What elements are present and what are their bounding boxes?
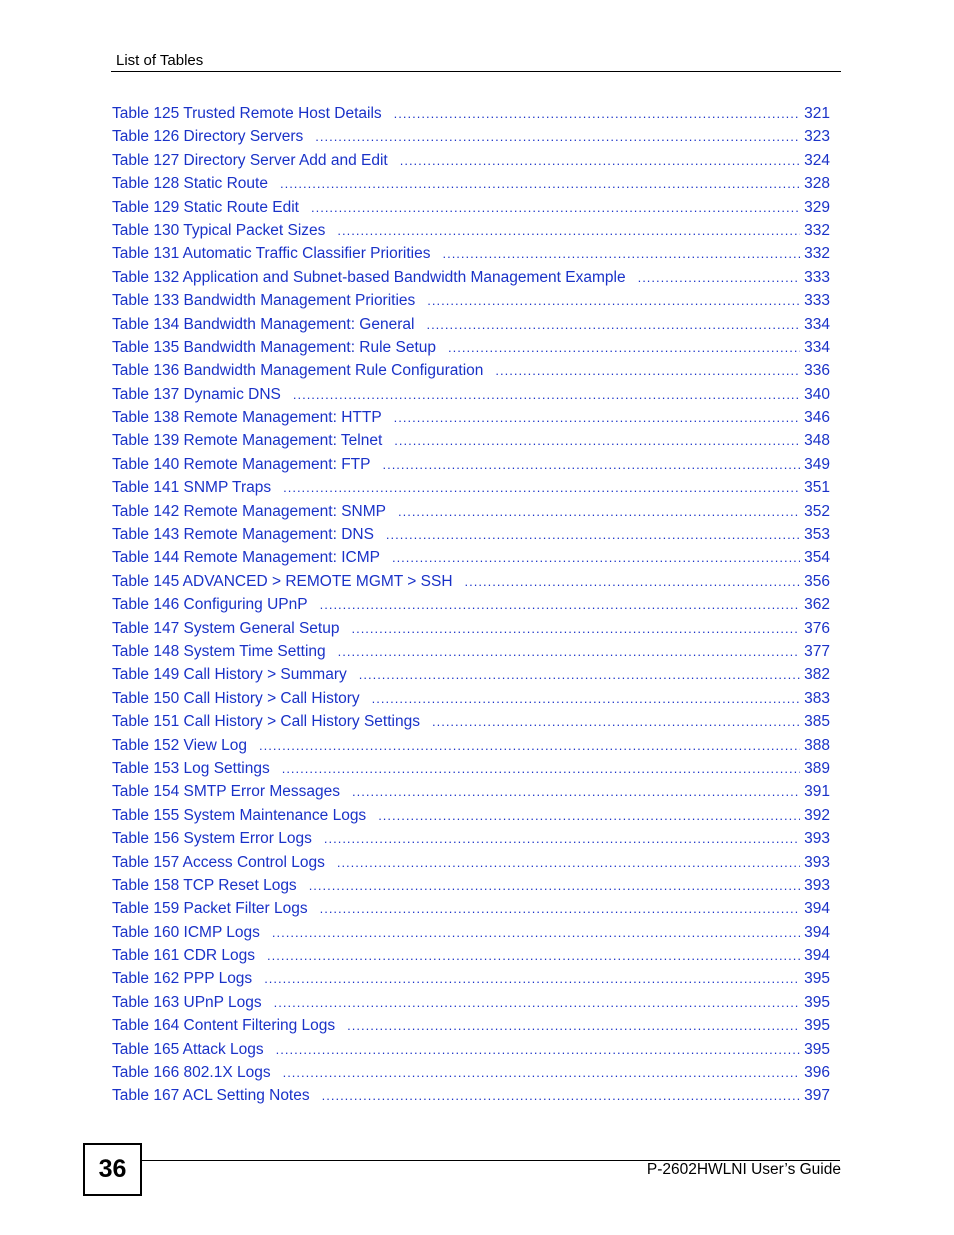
toc-entry-link[interactable]: [112, 175, 830, 198]
toc-entry-link[interactable]: [112, 386, 830, 409]
toc-entry-page-number: 332: [804, 245, 830, 263]
dot-leader: [267, 948, 800, 963]
toc-entry-page-number: 334: [804, 338, 830, 356]
dot-leader: [394, 433, 800, 448]
toc-entry-link[interactable]: [112, 713, 830, 736]
toc-entry-link[interactable]: [112, 573, 830, 596]
toc-entry-page-number: 392: [804, 806, 830, 824]
toc-entry-label: Table 155 System Maintenance Logs: [112, 806, 367, 824]
toc-entry-page-number: 389: [804, 759, 830, 777]
toc-entry-link[interactable]: [112, 292, 830, 315]
dot-leader: [324, 831, 800, 846]
toc-entry-label: Table 131 Automatic Traffic Classifier Priorities: [112, 245, 431, 263]
toc-entry-label: Table 149 Call History > Summary: [112, 666, 347, 684]
toc-entry-page-number: 333: [804, 268, 830, 286]
dot-leader: [378, 808, 800, 823]
toc-entry-page-number: 395: [804, 1017, 830, 1035]
dot-leader: [400, 153, 800, 168]
toc-entry-link[interactable]: [112, 854, 830, 877]
dot-leader: [337, 855, 800, 870]
toc-entry-label: Table 133 Bandwidth Management Priorities: [112, 292, 416, 310]
toc-entry-label: Table 143 Remote Management: DNS: [112, 526, 374, 544]
toc-entry-page-number: 354: [804, 549, 830, 567]
toc-entry-page-number: 395: [804, 1040, 830, 1058]
toc-entry-page-number: 395: [804, 993, 830, 1011]
toc-entry-page-number: 332: [804, 221, 830, 239]
dot-leader: [320, 901, 801, 916]
toc-entry-label: Table 129 Static Route Edit: [112, 198, 299, 216]
dot-leader: [309, 878, 800, 893]
toc-entry-label: Table 158 TCP Reset Logs: [112, 876, 297, 894]
toc-entry-page-number: 393: [804, 830, 830, 848]
toc-entry-link[interactable]: [112, 737, 830, 760]
toc-entry-label: Table 150 Call History > Call History: [112, 689, 360, 707]
toc-entry-link[interactable]: [112, 456, 830, 479]
toc-entry-label: Table 167 ACL Setting Notes: [112, 1087, 310, 1105]
toc-entry-page-number: 395: [804, 970, 830, 988]
page-number-box: [83, 1143, 142, 1196]
toc-entry-label: Table 127 Directory Server Add and Edit: [112, 151, 388, 169]
dot-leader: [311, 200, 800, 215]
dot-leader: [283, 1065, 801, 1080]
toc-entry-link[interactable]: [112, 549, 830, 572]
toc-entry-page-number: 393: [804, 853, 830, 871]
toc-entry-label: Table 152 View Log: [112, 736, 248, 754]
toc-entry-link[interactable]: [112, 666, 830, 689]
toc-entry-link[interactable]: [112, 503, 830, 526]
toc-entry-link[interactable]: [112, 245, 830, 268]
toc-entry-link[interactable]: [112, 690, 830, 713]
dot-leader: [448, 340, 800, 355]
dot-leader: [322, 1088, 801, 1103]
toc-entry-page-number: 362: [804, 596, 830, 614]
toc-entry-link[interactable]: [112, 339, 830, 362]
toc-entry-link[interactable]: [112, 269, 830, 292]
toc-entry-label: Table 130 Typical Packet Sizes: [112, 221, 326, 239]
toc-entry-page-number: 329: [804, 198, 830, 216]
dot-leader: [432, 714, 800, 729]
toc-entry-page-number: 376: [804, 619, 830, 637]
toc-entry-label: Table 166 802.1X Logs: [112, 1064, 271, 1082]
dot-leader: [426, 317, 800, 332]
toc-entry-label: Table 140 Remote Management: FTP: [112, 455, 371, 473]
header-divider: [111, 71, 841, 72]
toc-entry-page-number: 394: [804, 900, 830, 918]
toc-entry-link[interactable]: [112, 432, 830, 455]
dot-leader: [320, 597, 801, 612]
toc-entry-link[interactable]: [112, 362, 830, 385]
dot-leader: [352, 784, 800, 799]
toc-entry-page-number: 394: [804, 947, 830, 965]
toc-entry-label: Table 134 Bandwidth Management: General: [112, 315, 415, 333]
toc-entry-page-number: 393: [804, 876, 830, 894]
guide-title: P-2602HWLNI User’s Guide: [646, 1161, 841, 1178]
toc-entry-page-number: 346: [804, 409, 830, 427]
toc-entry-link[interactable]: [112, 199, 830, 222]
dot-leader: [427, 293, 800, 308]
toc-entry-page-number: 340: [804, 385, 830, 403]
toc-entry-link[interactable]: [112, 994, 830, 1017]
toc-entry-label: Table 141 SNMP Traps: [112, 479, 272, 497]
toc-entry-label: Table 144 Remote Management: ICMP: [112, 549, 380, 567]
toc-entry-page-number: 333: [804, 292, 830, 310]
toc-entry-label: Table 126 Directory Servers: [112, 128, 304, 146]
toc-entry-link[interactable]: [112, 596, 830, 619]
dot-leader: [259, 738, 800, 753]
toc-entry-label: Table 156 System Error Logs: [112, 830, 312, 848]
toc-entry-link[interactable]: [112, 316, 830, 339]
dot-leader: [272, 925, 800, 940]
dot-leader: [293, 387, 800, 402]
toc-entry-link[interactable]: [112, 830, 830, 853]
toc-entry-link[interactable]: [112, 105, 830, 128]
dot-leader: [398, 504, 800, 519]
dot-leader: [442, 246, 800, 261]
toc-entry-link[interactable]: [112, 783, 830, 806]
dot-leader: [315, 129, 800, 144]
toc-entry-page-number: 394: [804, 923, 830, 941]
toc-entry-link[interactable]: [112, 1017, 830, 1040]
toc-entry-page-number: 356: [804, 572, 830, 590]
dot-leader: [338, 644, 800, 659]
toc-entry-label: Table 165 Attack Logs: [112, 1040, 264, 1058]
toc-entry-label: Table 163 UPnP Logs: [112, 993, 262, 1011]
toc-entry-label: Table 159 Packet Filter Logs: [112, 900, 308, 918]
dot-leader: [347, 1018, 800, 1033]
dot-leader: [351, 621, 800, 636]
dot-leader: [274, 995, 800, 1010]
toc-entry-label: Table 135 Bandwidth Management: Rule Setup: [112, 338, 436, 356]
toc-entry-page-number: 385: [804, 713, 830, 731]
toc-entry-link[interactable]: [112, 900, 830, 923]
toc-entry-page-number: 383: [804, 689, 830, 707]
dot-leader: [276, 1042, 800, 1057]
dot-leader: [283, 480, 800, 495]
dot-leader: [280, 176, 800, 191]
toc-entry-label: Table 154 SMTP Error Messages: [112, 783, 341, 801]
dot-leader: [392, 550, 800, 565]
toc-entry-label: Table 147 System General Setup: [112, 619, 340, 637]
toc-entry-page-number: 324: [804, 151, 830, 169]
toc-entry-label: Table 138 Remote Management: HTTP: [112, 409, 382, 427]
toc-entry-link[interactable]: [112, 152, 830, 175]
dot-leader: [337, 223, 800, 238]
dot-leader: [372, 691, 800, 706]
toc-entry-link[interactable]: [112, 479, 830, 502]
toc-entry-page-number: 397: [804, 1087, 830, 1105]
toc-entry-page-number: 351: [804, 479, 830, 497]
toc-entry-page-number: 353: [804, 526, 830, 544]
table-of-contents-list: [112, 105, 830, 1111]
toc-entry-link[interactable]: [112, 526, 830, 549]
dot-leader: [394, 410, 800, 425]
toc-entry-label: Table 136 Bandwidth Management Rule Configuration: [112, 362, 484, 380]
dot-leader: [359, 667, 800, 682]
page-number: 36: [98, 1155, 127, 1183]
toc-entry-label: Table 164 Content Filtering Logs: [112, 1017, 336, 1035]
toc-entry-link[interactable]: [112, 222, 830, 245]
dot-leader: [386, 527, 800, 542]
toc-entry-link[interactable]: [112, 1064, 830, 1087]
toc-entry-label: Table 142 Remote Management: SNMP: [112, 502, 386, 520]
toc-entry-label: Table 132 Application and Subnet-based Bandwidth Management Example: [112, 268, 626, 286]
toc-entry-link[interactable]: [112, 620, 830, 643]
toc-entry-label: Table 145 ADVANCED > REMOTE MGMT > SSH: [112, 572, 453, 590]
dot-leader: [465, 574, 801, 589]
toc-entry-link[interactable]: [112, 1041, 830, 1064]
toc-entry-label: Table 125 Trusted Remote Host Details: [112, 105, 382, 122]
toc-entry-label: Table 148 System Time Setting: [112, 642, 326, 660]
toc-entry-label: Table 139 Remote Management: Telnet: [112, 432, 383, 450]
toc-entry-page-number: 323: [804, 128, 830, 146]
toc-entry-page-number: 391: [804, 783, 830, 801]
toc-entry-label: Table 162 PPP Logs: [112, 970, 253, 988]
toc-entry-label: Table 151 Call History > Call History Settings: [112, 713, 420, 731]
toc-entry-link[interactable]: [112, 924, 830, 947]
dot-leader: [638, 270, 801, 285]
toc-entry-link[interactable]: [112, 409, 830, 432]
toc-entry-page-number: 321: [804, 105, 830, 122]
toc-entry-label: Table 157 Access Control Logs: [112, 853, 325, 871]
toc-entry-page-number: 328: [804, 175, 830, 193]
toc-entry-link[interactable]: [112, 877, 830, 900]
toc-entry-page-number: 336: [804, 362, 830, 380]
toc-entry-page-number: 348: [804, 432, 830, 450]
toc-entry-label: Table 128 Static Route: [112, 175, 268, 193]
toc-entry-label: Table 146 Configuring UPnP: [112, 596, 308, 614]
toc-entry-page-number: 334: [804, 315, 830, 333]
toc-entry-page-number: 388: [804, 736, 830, 754]
dot-leader: [382, 457, 800, 472]
toc-entry-link[interactable]: [112, 947, 830, 970]
toc-entry-label: Table 153 Log Settings: [112, 759, 270, 777]
toc-entry-link[interactable]: [112, 1087, 830, 1110]
toc-entry-link[interactable]: [112, 970, 830, 993]
page-header-title: List of Tables: [116, 52, 204, 69]
dot-leader: [282, 761, 800, 776]
toc-entry-link[interactable]: [112, 807, 830, 830]
toc-entry-label: Table 160 ICMP Logs: [112, 923, 260, 941]
toc-entry-label: Table 137 Dynamic DNS: [112, 385, 281, 403]
toc-entry-link[interactable]: [112, 128, 830, 151]
dot-leader: [495, 363, 800, 378]
toc-entry-page-number: 377: [804, 642, 830, 660]
toc-entry-link[interactable]: [112, 643, 830, 666]
dot-leader: [394, 106, 800, 121]
toc-entry-label: Table 161 CDR Logs: [112, 947, 256, 965]
toc-entry-link[interactable]: [112, 760, 830, 783]
toc-entry-page-number: 382: [804, 666, 830, 684]
dot-leader: [264, 971, 800, 986]
toc-entry-page-number: 396: [804, 1064, 830, 1082]
toc-entry-page-number: 349: [804, 455, 830, 473]
toc-entry-page-number: 352: [804, 502, 830, 520]
